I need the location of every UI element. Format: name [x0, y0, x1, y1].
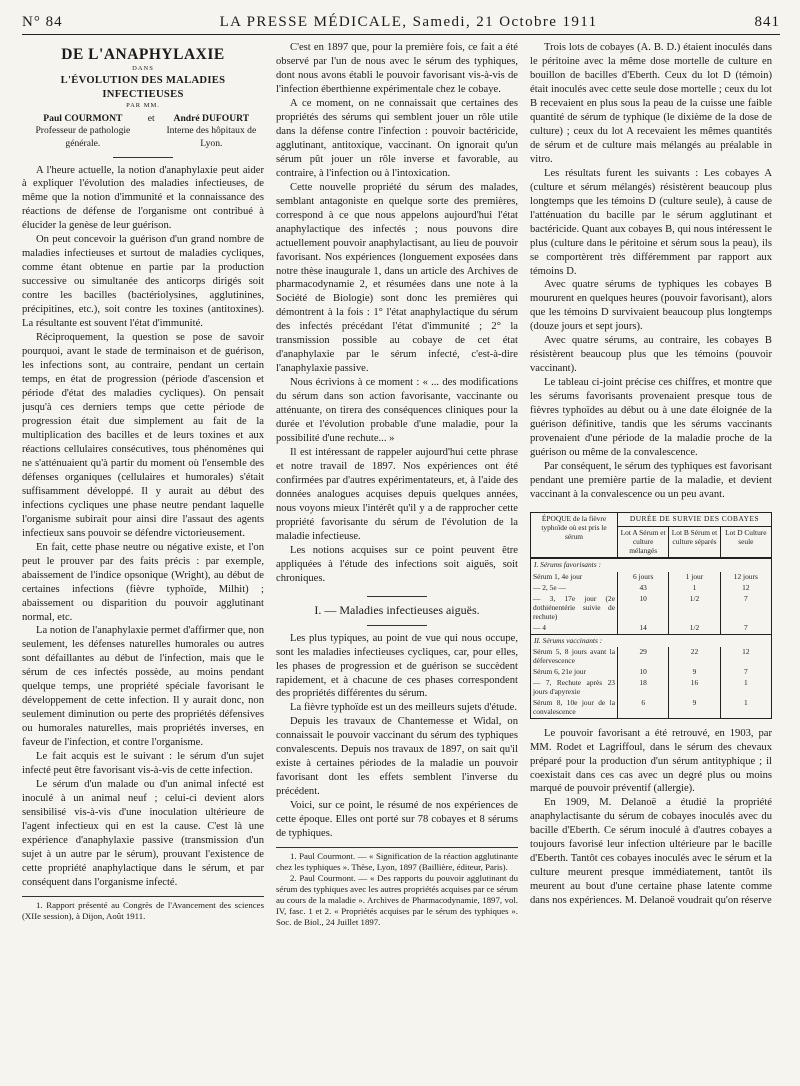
table-row-label: Sérum 1, 4e jour — [531, 572, 618, 583]
paragraph: Le sérum d'un malade ou d'un animal infecté est inoculé à un animal neuf ; celui-ci devient alors sensibilisé vis-à-vis d'une inoculation ultérieure de l'agent infectieux qui en est la cause. C'est là une expérience d'anaphylaxie passive (transmission d'un sujet à un autre par le sérum), prouvant l'existence de cette propriété anaphylactique dans le sérum, et par conséquent dans l'organisme infecté. — [22, 779, 264, 888]
author-conjunction: et — [147, 112, 155, 124]
table-section-favorisants: I. Sérums favorisants : — [531, 558, 771, 572]
table-row-label: — 3, 17e jour (2e dothiénentérie suivie de rechute) — [531, 594, 618, 623]
author-2-name: André DUFOURT — [173, 112, 250, 124]
table-group-title: DURÉE DE SURVIE DES COBAYES — [618, 513, 771, 527]
table-header-lot-a: Lot A Sérum et culture mélangés — [618, 527, 669, 558]
paragraph: En fait, cette phase neutre ou négative existe, et l'on peut le prouver par des faits précis : par exemple, abaissement de l'indice opsonique (Wright), au début de certaines infections (fièvre typhoïde, Milhit) ; abaissement ou disparition du pouvoir agglutinant normal, etc. — [22, 541, 264, 623]
paragraph: La notion de l'anaphylaxie permet d'affirmer que, non seulement, les défenses naturelles humorales ou autres sont défaillantes au début de l'infection, mais que le sérum de ces infectés possède, au moins pendant quelque temps, une propriété spéciale favorisant le développement de cette infection. Il y aurait donc, non seulement diminution ou perte des propriétés défensives ou humorales naturelles, mais propriétés inverses, en faveur de l'infection, et contre l'organisme. — [22, 625, 264, 749]
table-cell: 1 — [669, 583, 720, 594]
table-cell: 7 — [743, 667, 748, 677]
table-cell: 43 — [618, 583, 669, 594]
table-section-vaccinants: II. Sérums vaccinants : — [531, 634, 771, 648]
paragraph: Le tableau ci-joint précise ces chiffres, et montre que les sérums favorisants provenaient presque tous de fièvres typhoïdes au début ou à une date éloignée de la guérison définitive, tandis que les sérums vaccinants provenaient d'une période de la maladie proche de la guérison ou même de la convalescence. — [530, 377, 772, 459]
table-cell: 6 jours — [618, 572, 669, 583]
page-number: 841 — [754, 14, 780, 30]
table-cell: 12 — [742, 647, 750, 657]
journal-title: LA PRESSE MÉDICALE, Samedi, 21 Octobre 1911 — [219, 14, 598, 30]
paragraph: Les notions acquises sur ce point peuvent être appliquées à l'étude des infections soit aiguës, soit chroniques. — [276, 544, 518, 584]
table-row — [531, 667, 771, 678]
table-row-label: — 2, 5e — — [531, 583, 618, 594]
paragraph: Cette nouvelle propriété du sérum des malades, semblant antagoniste en quelque sorte des premières, correspond à ce que nous appelons aujourd'hui l'état anaphylactique des infectés ; nous pouvons dire actuellement pouvoir anaphylactisant, au lieu de pouvoir favorisant. Nos expériences (longuement exposées dans notre thèse inaugurale 1, dans un article des Archives de pharmacodynamie 2, et résumées dans une note à la Société de Biologie) sont donc les premières qui démontrent à la fois : 1° l'état anaphylactique du sérum des infectés précédant l'état d'immunité ; 2° la transmission possible au cobaye de cet état d'anaphylaxie par le sérum infecté, c'est-à-dire l'anaphylaxie passive. — [276, 181, 518, 375]
table-cell: 1/2 — [669, 594, 720, 623]
paragraph: A ce moment, on ne connaissait que certaines des propriétés des sérums qui semblent jouer un rôle utile dans la défense contre l'infection : pouvoir bactéricide, agglutinant, antitoxique, vaccinant. On ignorait qu'un sérum pût jouer un rôle inverse et favorable, au contraire, à l'infection ou à l'intoxication. — [276, 97, 518, 179]
footnote: 1. Rapport présenté au Congrès de l'Avancement des sciences (XIIe session), à Dijon, Août 1911. — [22, 899, 264, 921]
table-row-label: — 7, Rechute après 23 jours d'apyrexie — [531, 678, 618, 698]
table-cell: 9 — [669, 698, 720, 718]
table-header-lot-b: Lot B Sérum et culture séparés — [669, 527, 720, 558]
author-2-role: Interne des hôpitaux de Lyon. — [166, 125, 257, 149]
author-2 — [159, 113, 264, 151]
table-cell: 1 — [743, 678, 748, 688]
paragraph: Nous écrivions à ce moment : « ... des modifications du sérum dans son action favorisante, vaccinante ou atténuante, on tirera des conséquences cliniques pour la durée et l'évolution probable d'une maladie, pour la possibilité d'une rechute... » — [276, 377, 518, 445]
table-cell: 12 — [742, 583, 750, 593]
table-header-group — [618, 513, 771, 558]
table-row — [531, 678, 771, 698]
table-cell: 10 — [618, 667, 669, 678]
title-divider — [113, 157, 173, 158]
table-cell: 12 jours — [733, 572, 758, 582]
byline-prefix: PAR MM. — [126, 101, 160, 109]
table-row — [531, 572, 771, 583]
table-cell: 7 — [743, 594, 748, 604]
table-cell: 16 — [669, 678, 720, 698]
table-cell: 10 — [618, 594, 669, 623]
column-2 — [276, 41, 518, 1086]
paragraph: Avec quatre sérums de typhiques les cobayes B moururent en quelques heures (pouvoir favorisant), alors que les témoins D survivaient beaucoup plus longtemps (douze jours et sept jours). — [530, 279, 772, 333]
issue-number: N° 84 — [22, 14, 63, 30]
table-cell: 18 — [618, 678, 669, 698]
paragraph: C'est en 1897 que, pour la première fois, ce fait a été observé par l'un de nous avec le sérum des typhiques, dont nous avons établi le pouvoir favorisant vis-à-vis de l'infection éberthienne expérimentale chez le cobaye. — [276, 42, 518, 95]
footnote: 1. Paul Courmont. — « Signification de la réaction agglutinante chez les typhiques ». Thèse, Lyon, 1897 (Baillière, éditeur, Paris). — [276, 851, 518, 873]
table-row — [531, 594, 771, 623]
table-cell: 6 — [618, 698, 669, 718]
column-3 — [530, 41, 772, 1086]
survival-table — [530, 512, 772, 719]
paragraph: Réciproquement, la question se pose de savoir pourquoi, avant le stade de terminaison et de guérison, les infections sont, au contraire, pendant un certain temps, en état de progression (période d'ascension et période d'état des maladies cycliques). On pensait jusqu'à ces derniers temps que cette période de progression était due simplement au fait de la multiplication des bacilles et de leurs toxines et aux réactions cellulaires consécutives, tous phénomènes qui ne s'atténuaient qu'à partir du moment où l'ensemble des défenses organiques (cellulaires et humorales) s'était suffisamment développé. Il y aurait au début des infections cycliques une phase neutre pendant laquelle l'organisme subirait pour ainsi dire l'assaut des agents infectieux sans pouvoir se défendre victorieusement. — [22, 332, 264, 539]
table-cell: 22 — [669, 647, 720, 667]
section-heading: I. — Maladies infectieuses aiguës. — [276, 596, 518, 626]
footnote-divider — [276, 847, 518, 848]
table-header-epoch: ÉPOQUE de la fièvre typhoïde où est pris le sérum — [531, 513, 618, 558]
paragraph: On peut concevoir la guérison d'un grand nombre de maladies infectieuses et surtout de maladies cycliques, comme étant obtenue en partie par la production successive ou simultanée des anticorps dirigés soit contre les bacilles (bactériolysines, agglutinines, précipitines, etc.), soit contre les toxines (antitoxines). La résultante est souvent l'état d'immunité. — [22, 234, 264, 330]
title-connector: DANS — [132, 65, 154, 73]
table-cell: 14 — [618, 623, 669, 634]
running-head — [22, 14, 780, 35]
article-title: DE L'ANAPHYLAXIE — [61, 46, 225, 63]
table-cell: 1 — [743, 697, 748, 707]
paragraph: Voici, sur ce point, le résumé de nos expériences de cette époque. Elles ont porté sur 78 cobayes et 8 sérums de typhiques. — [276, 800, 518, 840]
table-row — [531, 623, 771, 634]
table-cell: 1/2 — [669, 623, 720, 634]
paragraph: Les résultats furent les suivants : Les cobayes A (culture et sérum mélangés) résistèrent beaucoup plus longtemps que les témoins D (culture seule), à cause de l'atténuation du bacille par le sérum agglutinant et bactéricide. Quant aux cobayes B, qui nous intéressent le plus (culture dans le péritoine et sérum sous la peau), ils se comportèrent très différemment par rapport aux témoins D. — [530, 167, 772, 277]
paragraph: Les plus typiques, au point de vue qui nous occupe, sont les maladies infectieuses cycliques, car, pour elles, les phases de progression et de guérison se succèdent rapidement, et à chacune de ces phases correspondent des propriétés différentes du sérum. — [276, 632, 518, 700]
column-1 — [22, 41, 264, 1086]
table-cell: 7 — [743, 622, 748, 632]
paragraph: Le pouvoir favorisant a été retrouvé, en 1903, par MM. Rodet et Lagriffoul, dans le sérum des chevaux préparé pour la production d'un sérum antityphique ; il coexistait dans ces cas avec un degré plus ou moins marqué de pouvoir préventif (allergie). — [530, 727, 772, 795]
table-row — [531, 698, 771, 718]
paragraph: Trois lots de cobayes (A. B. D.) étaient inoculés dans le péritoine avec la même dose mortelle de culture en bouillon de bacilles d'Eberth. Ceux du lot D (témoin) était inoculés avec cette seule dose mortelle ; ceux du lot B recevaient en plus sous la peau de la cuisse une faible quantité de sérum de typhique (le dixième de la dose de culture) ; ceux du lot A recevaient les mêmes quantités de sérum et de culture mais mélangés au préalable in vitro. — [530, 42, 772, 165]
article-subtitle: L'ÉVOLUTION DES MALADIES INFECTIEUSES — [60, 75, 226, 100]
table-subheaders — [618, 527, 771, 558]
table-row-label: Sérum 5, 8 jours avant la défervescence — [531, 647, 618, 667]
author-1-role: Professeur de pathologie générale. — [35, 125, 131, 149]
paragraph: Depuis les travaux de Chantemesse et Widal, on connaissait le pouvoir vaccinant du sérum des typhiques convalescents. Depuis nos travaux de 1897, on sait qu'il existe à certaines périodes de la maladie un pouvoir favorisant dont les effets semblent l'inverse du précédent. — [276, 716, 518, 798]
table-header-lot-d: Lot D Culture seule — [725, 527, 767, 546]
paragraph: Par conséquent, le sérum des typhiques est favorisant pendant une première partie de la maladie, et devient vaccinant à la convalescence ou un peu avant. — [530, 461, 772, 500]
paragraph: Le fait acquis est le suivant : le sérum d'un sujet infecté peut être favorisant vis-à-vis de cette infection. — [22, 751, 264, 777]
paragraph: En 1909, M. Delanoë a étudié la propriété anaphylactisante du sérum de cobayes inoculés avec du bacille d'Eberth. Ce sérum inoculé à d'autres cobayes a toujours favorisé leur infection ultérieure par le bacille d'Eberth. Tantôt ces cobayes inoculés avec le sérum et la culture meurent presque immédiatement, tantôt ils meurent au bout d'une certaine phase latente comme dans nos expériences. M. Delanoë voudrait qu'on réserve — [530, 797, 772, 907]
paragraph: Avec quatre sérums, au contraire, les cobayes B résistèrent beaucoup plus que les témoins (pouvoir vaccinant). — [530, 335, 772, 375]
footnote: 2. Paul Courmont. — « Des rapports du pouvoir agglutinant du sérum des typhiques avec les autres propriétés acquises par ce sérum au cours de la maladie ». Archives de Pharmacodynamie, 1897, vol. IV, fasc. 1 et 2. « Propriétés acquises par le sérum des typhiques ». Soc. de Biol., 24 Juillet 1897. — [276, 873, 518, 928]
author-1 — [22, 113, 144, 151]
table-header — [531, 513, 771, 559]
author-1-name: Paul COURMONT — [43, 112, 123, 124]
table-row-label: Sérum 8, 10e jour de la convalescence — [531, 698, 618, 718]
table-row-label: — 4 — [531, 623, 618, 634]
paragraph: La fièvre typhoïde est un des meilleurs sujets d'étude. — [290, 702, 517, 714]
authors — [22, 113, 264, 151]
table-row-label: Sérum 6, 21e jour — [531, 667, 618, 678]
paragraph: A l'heure actuelle, la notion d'anaphylaxie peut aider à expliquer l'évolution des maladies infectieuses, de même que la notion d'immunité et la connaissance des réactions de défense de l'organisme ont contribué à élucider la genèse de leur guérison. — [22, 164, 264, 232]
table-row — [531, 583, 771, 594]
footnote-divider — [22, 896, 264, 897]
table-row — [531, 647, 771, 667]
table-cell: 29 — [618, 647, 669, 667]
table-cell: 1 jour — [669, 572, 720, 583]
paragraph: Il est intéressant de rappeler aujourd'hui cette phrase et notre travail de 1897. Nos expériences ont été confirmées par d'autres expérimentateurs, et, à l'aide des données analogues acquises depuis quelques années, nous voyons mieux l'intérêt qu'il y a de rapprocher cette propriété favorisante du sérum de l'évolution de la maladie infectieuse. — [276, 447, 518, 542]
table-cell: 9 — [669, 667, 720, 678]
